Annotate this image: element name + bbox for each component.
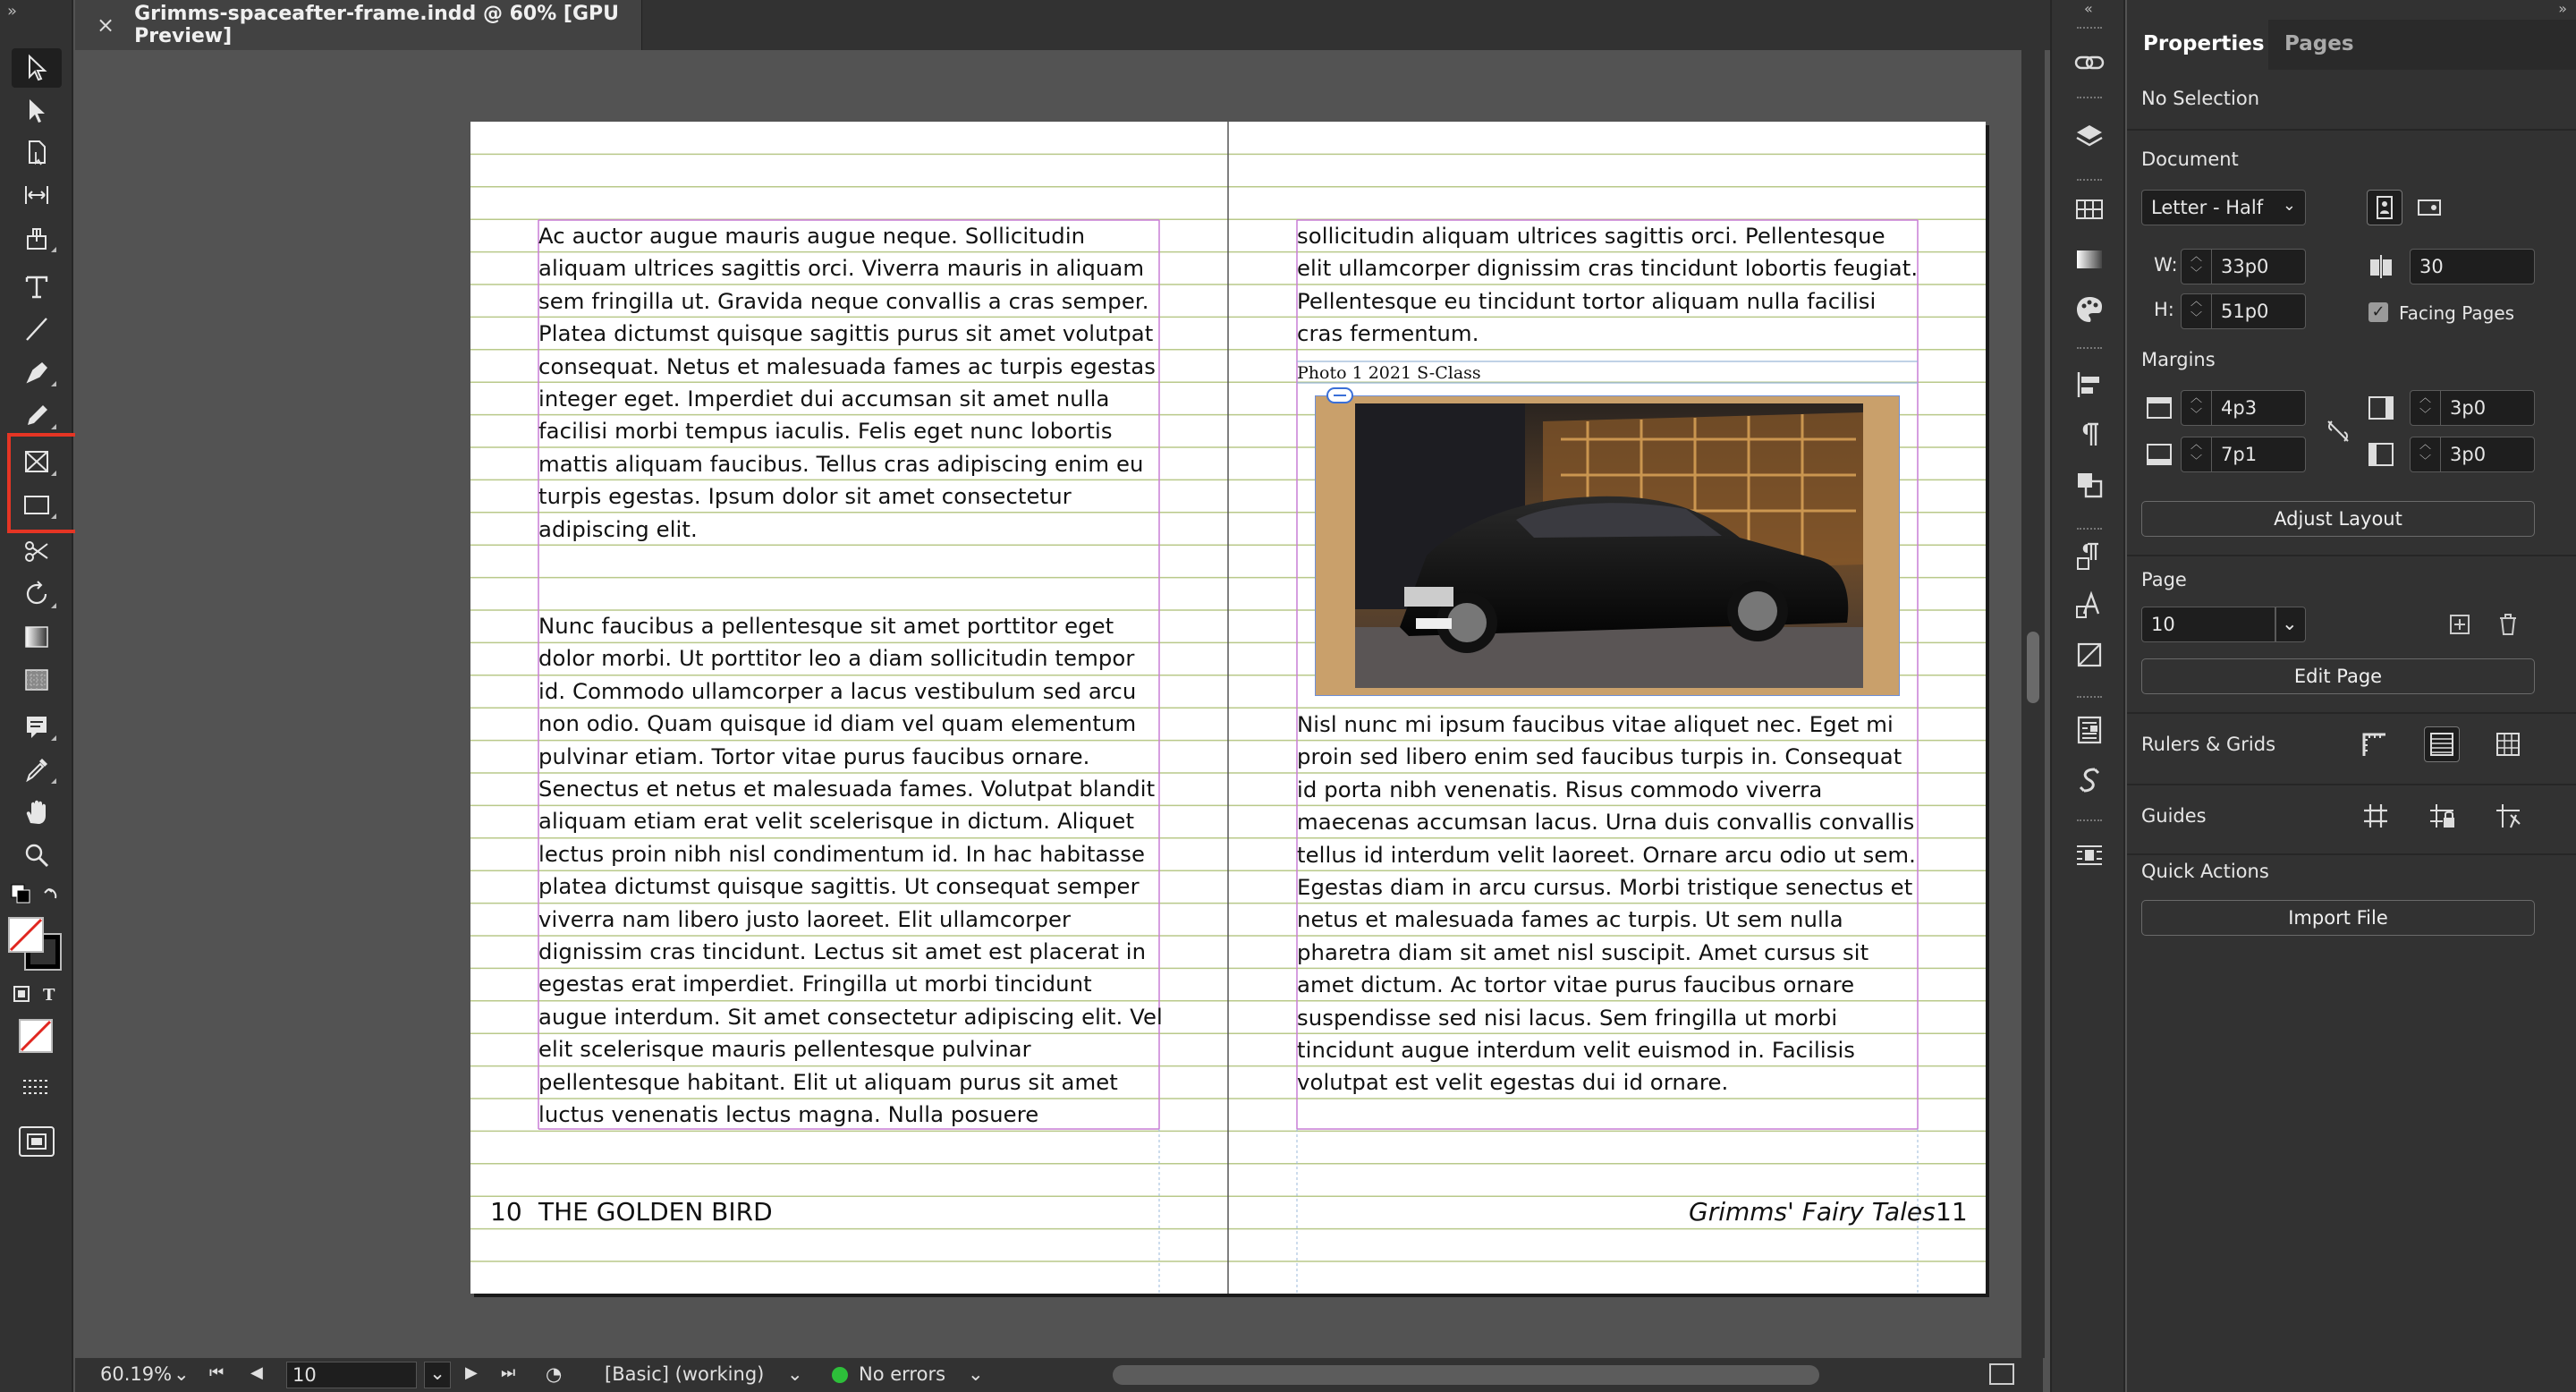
view-options-icon xyxy=(16,1072,57,1102)
margin-inside-field[interactable] xyxy=(2410,390,2535,426)
screen-mode-button[interactable] xyxy=(13,1122,61,1161)
tab-properties[interactable]: Properties xyxy=(2127,20,2268,70)
margin-bottom-value: 7p1 xyxy=(2221,444,2258,465)
eyedropper-icon xyxy=(21,753,53,785)
import-file-button[interactable]: Import File xyxy=(2141,900,2535,936)
portrait-orientation-icon[interactable] xyxy=(2367,190,2402,225)
scripts-panel-icon[interactable] xyxy=(2070,762,2109,798)
free-transform-tool[interactable] xyxy=(12,574,62,614)
preflight-status-dot-icon xyxy=(832,1367,848,1383)
collapse-toolbar-icon[interactable]: » xyxy=(7,2,18,21)
scissors-icon xyxy=(21,535,53,567)
page-number-field[interactable]: 10 xyxy=(286,1362,417,1388)
photo-caption[interactable]: Photo 1 2021 S-Class xyxy=(1297,363,1481,383)
swap-fill-stroke[interactable] xyxy=(9,882,63,909)
lock-guides-icon[interactable] xyxy=(2424,798,2460,834)
default-swap-colors-icon xyxy=(9,882,63,909)
apply-none-swatch[interactable] xyxy=(13,1014,59,1057)
links-panel-icon[interactable] xyxy=(2070,45,2109,81)
divider xyxy=(2127,784,2576,785)
properties-panel xyxy=(2127,0,2576,1392)
collapse-panel-icon[interactable]: » xyxy=(2558,0,2567,17)
document-preset-value: Letter - Half xyxy=(2151,197,2264,218)
page-tool-icon xyxy=(21,136,53,168)
text-frame-right-top[interactable] xyxy=(1297,220,1923,351)
guides-heading: Guides xyxy=(2141,805,2207,827)
right-running-head: Grimms' Fairy Tales xyxy=(1689,1197,1936,1226)
text-frame-right-bottom[interactable] xyxy=(1297,709,1923,1099)
smart-guides-icon[interactable] xyxy=(2490,798,2526,834)
open-page-icon[interactable]: ◔ xyxy=(546,1363,563,1385)
facing-pages-checkbox[interactable]: ✓ xyxy=(2368,302,2388,322)
divider xyxy=(2127,555,2576,556)
divider xyxy=(2127,712,2576,714)
width-stepper[interactable]: ︿ ﹀ xyxy=(2182,250,2212,284)
height-label: H: xyxy=(2154,299,2174,320)
page-spread[interactable] xyxy=(470,122,1986,1294)
swatches-panel-icon[interactable] xyxy=(2070,191,2109,227)
svg-text:T: T xyxy=(43,986,55,1005)
show-guides-icon[interactable] xyxy=(2358,798,2394,834)
document-tab-title: Grimms-spaceafter-frame.indd @ 60% [GPU Preview] xyxy=(134,3,620,47)
document-preset-select[interactable] xyxy=(2141,190,2306,225)
margin-outside-stepper[interactable]: ︿ ﹀ xyxy=(2411,437,2441,471)
direct-selection-arrow-icon xyxy=(21,95,53,127)
document-tab-bar xyxy=(75,0,2050,50)
paragraph-panel-icon[interactable] xyxy=(2070,417,2109,453)
type-t-icon xyxy=(21,270,53,302)
current-page-field[interactable]: 10 xyxy=(2141,607,2275,642)
color-panel-icon[interactable] xyxy=(2070,292,2109,327)
container-text-formatting-icon xyxy=(11,982,64,1006)
paragraph-styles-panel-icon[interactable] xyxy=(2070,539,2109,574)
margin-inside-value: 3p0 xyxy=(2450,397,2487,419)
pathfinder-panel-icon[interactable] xyxy=(2070,467,2109,503)
car-photo xyxy=(1355,403,1863,688)
apply-none-icon xyxy=(13,1014,59,1057)
rotate-icon xyxy=(21,578,53,610)
height-value: 51p0 xyxy=(2221,301,2269,322)
pen-tool[interactable] xyxy=(12,352,62,392)
pages-count-value: 30 xyxy=(2419,256,2444,277)
pen-nib-icon xyxy=(21,356,53,388)
text-wrap-options-icon[interactable] xyxy=(2070,837,2109,873)
vertical-scroll-thumb[interactable] xyxy=(2027,632,2039,703)
height-field[interactable] xyxy=(2181,293,2306,329)
adjust-layout-button[interactable]: Adjust Layout xyxy=(2141,501,2535,537)
align-panel-icon[interactable] xyxy=(2070,367,2109,403)
facing-pages-label: Facing Pages xyxy=(2399,302,2515,324)
right-folio-number: 11 xyxy=(1936,1197,1968,1226)
panel-grip[interactable] xyxy=(2077,819,2102,823)
apply-formatting-toggle[interactable] xyxy=(11,982,64,1006)
vertical-scrollbar[interactable] xyxy=(2021,50,2045,1358)
rulers-icon[interactable] xyxy=(2356,726,2392,762)
panel-grip[interactable] xyxy=(2077,27,2102,30)
document-heading: Document xyxy=(2141,149,2239,170)
margin-top-field[interactable] xyxy=(2181,390,2306,426)
text-frame-left-top[interactable] xyxy=(538,220,1165,546)
screen-mode-toggle[interactable] xyxy=(16,1072,57,1102)
page-dropdown-chevron-icon[interactable]: ⌄ xyxy=(2275,607,2306,642)
last-page-icon[interactable]: ⏭ xyxy=(501,1363,516,1382)
rulers-grids-heading: Rulers & Grids xyxy=(2141,734,2276,755)
gradient-feather-tool[interactable] xyxy=(12,660,62,700)
margin-outside-value: 3p0 xyxy=(2450,444,2487,465)
paragraph: sollicitudin aliquam ultrices sagittis orci. Pellentesque elit ullamcorper dignissim cras tincidunt lobortis feugiat. Pellentesque eu tincidunt tortor aliquam nulla facilisi cras fermentum. xyxy=(1297,223,1919,347)
preflight-menu-chevron-icon[interactable]: ⌄ xyxy=(968,1363,984,1385)
margins-heading: Margins xyxy=(2141,349,2216,370)
hand-tool[interactable] xyxy=(12,793,62,832)
line-tool[interactable] xyxy=(12,310,62,349)
margin-top-stepper[interactable]: ︿ ﹀ xyxy=(2182,391,2212,425)
add-page-icon[interactable] xyxy=(2442,607,2478,642)
pages-count-icon xyxy=(2363,249,2399,284)
panel-grip[interactable] xyxy=(2077,347,2102,351)
margin-top-icon xyxy=(2141,390,2177,426)
unlink-margins-icon[interactable] xyxy=(2320,413,2356,449)
paragraph: Ac auctor augue mauris augue neque. Sollicitudin aliquam ultrices sagittis orci. Viverra mauris in aliquam sem fringilla ut. Gravida neque convallis a cras semper. Platea dictumst quisque sagittis purus sit amet volutpat consequat. Netus et malesuada fames ac turpis egestas integer eget. Imperdiet dui accumsan sit amet nulla facilisi morbi tempus iaculis. Felis eget nunc lobortis mattis aliquam faucibus. Tellus cras adipiscing enim eu turpis egestas. Ipsum dolor sit amet consectetur adipiscing elit. xyxy=(538,223,1157,542)
height-stepper[interactable]: ︿ ﹀ xyxy=(2182,294,2212,328)
expand-panels-icon[interactable]: « xyxy=(2084,0,2093,17)
content-collector-tool[interactable] xyxy=(12,218,62,258)
document-canvas[interactable] xyxy=(75,50,2021,1358)
hand-icon xyxy=(21,796,53,828)
margin-bottom-icon xyxy=(2141,437,2177,472)
panel-grip[interactable] xyxy=(2077,696,2102,700)
selection-status: No Selection xyxy=(2141,88,2260,109)
delete-page-icon[interactable] xyxy=(2490,607,2526,642)
object-styles-panel-icon[interactable] xyxy=(2070,637,2109,673)
preflight-profile[interactable]: [Basic] (working) xyxy=(605,1363,765,1385)
margin-bottom-stepper[interactable]: ︿ ﹀ xyxy=(2182,437,2212,471)
content-collector-icon xyxy=(21,222,53,254)
gap-tool[interactable] xyxy=(12,175,62,215)
selection-tool[interactable] xyxy=(12,48,62,88)
panel-grip[interactable] xyxy=(2077,179,2102,182)
pencil-tool[interactable] xyxy=(12,395,62,435)
edit-page-button[interactable]: Edit Page xyxy=(2141,658,2535,694)
margin-bottom-field[interactable] xyxy=(2181,437,2306,472)
margin-inside-icon xyxy=(2363,390,2399,426)
fill-stroke-swatch[interactable] xyxy=(7,916,64,973)
split-window-icon[interactable] xyxy=(1989,1363,2014,1385)
page-tool[interactable] xyxy=(12,132,62,172)
margin-outside-field[interactable] xyxy=(2410,437,2535,472)
horizontal-scrollbar[interactable] xyxy=(1113,1365,1819,1385)
note-icon xyxy=(21,710,53,743)
margin-inside-stepper[interactable]: ︿ ﹀ xyxy=(2411,391,2441,425)
magnifier-icon xyxy=(21,839,53,871)
margin-outside-icon xyxy=(2363,437,2399,472)
gradient-swatch-tool[interactable] xyxy=(12,617,62,657)
width-value: 33p0 xyxy=(2221,256,2269,277)
quick-actions-heading: Quick Actions xyxy=(2141,861,2269,882)
zoom-dropdown-chevron-icon[interactable]: ⌄ xyxy=(174,1363,190,1385)
first-page-icon[interactable]: ⏮ xyxy=(209,1363,225,1382)
preflight-errors[interactable]: No errors xyxy=(859,1363,946,1385)
selection-arrow-icon xyxy=(21,52,53,84)
panel-grip[interactable] xyxy=(2077,97,2102,100)
divider xyxy=(2127,129,2576,131)
margin-top-value: 4p3 xyxy=(2221,397,2258,419)
line-tool-icon xyxy=(21,313,53,345)
width-label: W: xyxy=(2154,254,2178,276)
document-grid-icon[interactable] xyxy=(2490,726,2526,762)
gap-tool-icon xyxy=(21,179,53,211)
fill-stroke-swatch-icon xyxy=(7,916,64,973)
type-tool[interactable] xyxy=(12,267,62,306)
paragraph: Nunc faucibus a pellentesque sit amet porttitor eget dolor morbi. Ut porttitor leo a diam sollicitudin tempor id. Commodo ullamcorper a lacus vestibulum sed arcu non odio. Quam quisque id diam vel quam elementum pulvinar etiam. Tortor vitae purus faucibus ornare. Senectus et netus et malesuada fames. Volutpat blandit aliquam etiam erat velit scelerisque in dictum. Aliquet lectus proin nibh nisl condimentum id. In hac habitasse platea dictumst quisque sagittis. Ut consequat semper viverra nam libero justo laoreet. Elit ullamcorper dignissim cras tincidunt. Lectus sit amet est placerat in egestas erat imperdiet. Fringilla ut morbi tincidunt augue interdum. Sit amet consectetur adipiscing elit. Vel elit scelerisque mauris pellentesque pulvinar pellentesque habitant. Elit ut aliquam purus sit amet luctus venenatis lectus magna. Nulla posuere xyxy=(538,613,1163,1128)
chevron-down-icon: ⌄ xyxy=(2282,196,2296,215)
scissors-tool[interactable] xyxy=(12,531,62,571)
direct-selection-tool[interactable] xyxy=(12,91,62,131)
note-tool[interactable] xyxy=(12,707,62,746)
gradient-icon xyxy=(21,621,53,653)
character-styles-panel-icon[interactable] xyxy=(2070,587,2109,623)
left-folio-number: 10 xyxy=(490,1197,522,1226)
baseline-grid-icon[interactable] xyxy=(2424,726,2460,762)
divider xyxy=(2127,853,2576,855)
link-icon xyxy=(1326,387,1353,403)
landscape-orientation-icon[interactable] xyxy=(2411,190,2447,225)
page-heading: Page xyxy=(2141,569,2187,590)
screen-mode-icon xyxy=(13,1122,61,1161)
zoom-level[interactable]: 60.19% xyxy=(100,1363,173,1385)
eyedropper-tool[interactable] xyxy=(12,750,62,789)
status-bar xyxy=(75,1358,2043,1392)
panel-icon-strip xyxy=(2050,0,2125,1392)
zoom-tool[interactable] xyxy=(12,836,62,875)
profile-dropdown-chevron-icon[interactable]: ⌄ xyxy=(787,1363,803,1385)
gradient-panel-icon[interactable] xyxy=(2070,242,2109,277)
pages-count-field[interactable] xyxy=(2410,249,2535,284)
gradient-feather-icon xyxy=(21,664,53,696)
tab-pages[interactable]: Pages xyxy=(2284,32,2354,55)
next-page-icon[interactable]: ▶ xyxy=(465,1363,478,1382)
panel-grip[interactable] xyxy=(2077,528,2102,531)
close-tab-icon[interactable]: × xyxy=(97,13,115,38)
left-running-head: THE GOLDEN BIRD xyxy=(538,1197,773,1226)
previous-page-icon[interactable]: ◀ xyxy=(250,1363,263,1382)
tools-panel xyxy=(0,0,73,1392)
document-tab[interactable] xyxy=(75,0,642,50)
width-field[interactable] xyxy=(2181,249,2306,284)
paragraph: Nisl nunc mi ipsum faucibus vitae aliquet nec. Eget mi proin sed libero enim sed faucibus turpis in. Consequat id porta nibh venenatis. Risus commodo viverra maecenas accumsan lacus. Urna duis convallis convallis tellus id interdum velit laoreet. Ornare arcu odio ut sem. Egestas diam in arcu cursus. Morbi tristique senectus et netus et malesuada fames ac turpis. Ut sem nulla pharetra diam sit amet nisl suscipit. Amet cursus sit amet dictum. Ac tortor vitae purus faucibus ornare suspendisse sed nisi lacus. Sem fringilla ut morbi tincidunt augue interdum velit euismod in. Facilisis volutpat est velit egestas dui id ornare. xyxy=(1297,711,1916,1096)
layers-panel-icon[interactable] xyxy=(2070,118,2109,154)
text-wrap-panel-icon[interactable] xyxy=(2070,712,2109,748)
panel-tabs xyxy=(2127,20,2576,70)
photo-frame[interactable] xyxy=(1315,395,1900,696)
page-dropdown-chevron-icon[interactable]: ⌄ xyxy=(424,1362,451,1388)
text-frame-left-bottom[interactable] xyxy=(538,610,1165,1132)
pencil-icon xyxy=(21,399,53,431)
